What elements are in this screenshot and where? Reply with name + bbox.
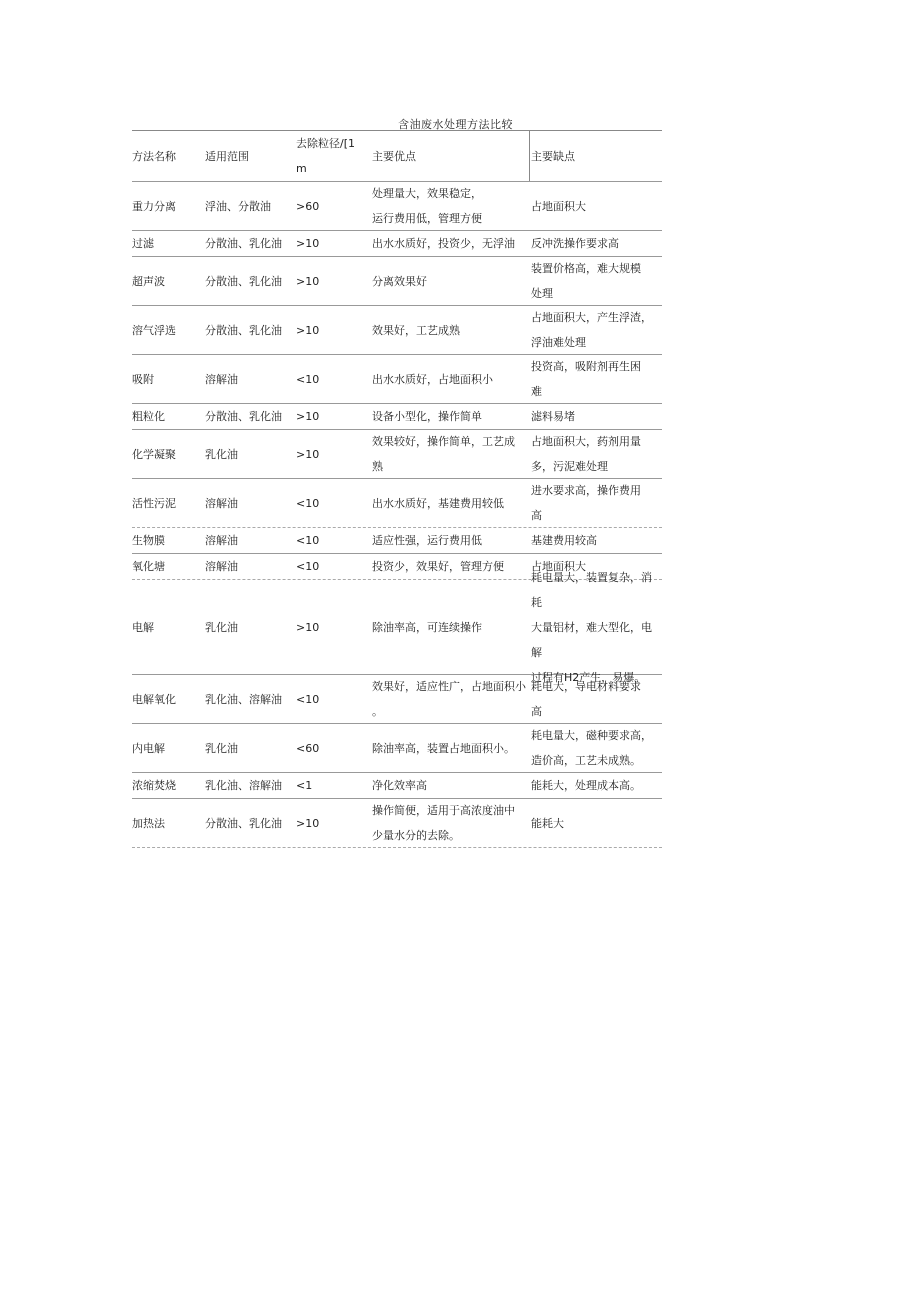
cell-advantages: 净化效率高 <box>372 779 427 792</box>
cell-line: 处理 <box>531 287 553 300</box>
cell-method: 重力分离 <box>132 199 176 213</box>
cell-line: 造价高，工艺未成熟。 <box>531 754 641 767</box>
cell-scope: 溶解油 <box>205 534 238 547</box>
cell-method: 粗粒化 <box>132 410 165 423</box>
cell-line: 运行费用低，管理方便 <box>372 212 482 225</box>
table-row <box>132 570 662 684</box>
cell-disadvantages <box>531 675 662 723</box>
table-row <box>132 355 662 404</box>
table-row <box>132 430 662 479</box>
header-method: 方法名称 <box>132 149 176 163</box>
cell-particle-size: >10 <box>296 816 320 830</box>
cell-line: 占地面积大，产生浮渣， <box>531 311 652 324</box>
table-row <box>132 404 662 430</box>
cell-advantages <box>372 430 527 478</box>
cell-particle-size: >10 <box>296 410 320 423</box>
cell-scope: 乳化油 <box>205 620 238 634</box>
cell-scope: 分散油、乳化油 <box>205 816 282 830</box>
table-row <box>132 675 662 724</box>
header-row <box>132 131 662 182</box>
cell-disadvantages <box>531 570 662 684</box>
cell-particle-size: <10 <box>296 372 320 386</box>
cell-disadvantages <box>531 724 662 772</box>
cell-scope: 分散油、乳化油 <box>205 323 282 337</box>
cell-line: 难 <box>531 385 542 398</box>
cell-particle-size: >10 <box>296 237 320 250</box>
cell-method: 溶气浮选 <box>132 323 176 337</box>
cell-line: 耗电量大，装置复杂，消耗 <box>531 570 652 609</box>
cell-particle-size: >10 <box>296 620 320 634</box>
cell-line: 效果好，适应性广，占地面积小 <box>372 680 526 693</box>
cell-disadvantages <box>531 430 662 478</box>
cell-advantages: 适应性强，运行费用低 <box>372 534 482 547</box>
cell-scope: 溶解油 <box>205 496 238 510</box>
cell-line: 浮油难处理 <box>531 336 586 349</box>
cell-advantages: 除油率高，可连续操作 <box>372 620 482 634</box>
cell-advantages: 效果好，工艺成熟 <box>372 323 460 337</box>
cell-line: 高 <box>531 509 542 522</box>
cell-advantages: 出水水质好，投资少，无浮油 <box>372 237 515 250</box>
cell-line: 熟 <box>372 460 383 473</box>
cell-particle-size: <10 <box>296 496 320 510</box>
cell-line: 少量水分的去除。 <box>372 829 460 842</box>
table-row <box>132 799 662 848</box>
cell-disadvantages: 能耗大 <box>531 816 564 830</box>
cell-disadvantages <box>531 257 662 305</box>
cell-method: 氧化塘 <box>132 560 165 573</box>
cell-disadvantages: 占地面积大 <box>531 560 586 573</box>
cell-line: 投资高，吸附剂再生困 <box>531 360 641 373</box>
table-row <box>132 479 662 528</box>
cell-particle-size: <60 <box>296 741 320 755</box>
cell-line: 。 <box>372 705 383 718</box>
table-row <box>132 182 662 231</box>
cell-line: 耗电大，导电材料要求 <box>531 680 641 693</box>
cell-method: 加热法 <box>132 816 165 830</box>
cell-scope: 浮油、分散油 <box>205 199 271 213</box>
cell-method: 电解氧化 <box>132 692 176 706</box>
header-disadvantages: 主要缺点 <box>531 149 575 163</box>
cell-line: 装置价格高，难大规模 <box>531 262 641 275</box>
cell-particle-size: <10 <box>296 692 320 706</box>
cell-line: 耗电量大，磁种要求高， <box>531 729 652 742</box>
header-scope: 适用范围 <box>205 149 249 163</box>
cell-advantages: 出水水质好，占地面积小 <box>372 372 493 386</box>
header-divider <box>529 131 530 181</box>
cell-line: 多，污泥难处理 <box>531 460 608 473</box>
cell-scope: 溶解油 <box>205 560 238 573</box>
header-advantages: 主要优点 <box>372 149 416 163</box>
cell-disadvantages: 基建费用较高 <box>531 534 597 547</box>
table-row <box>132 528 662 554</box>
comparison-table <box>132 130 662 848</box>
cell-advantages: 投资少，效果好，管理方便 <box>372 560 504 573</box>
cell-method: 吸附 <box>132 372 154 386</box>
cell-scope: 分散油、乳化油 <box>205 237 282 250</box>
cell-particle-size: >60 <box>296 199 320 213</box>
header-particle-size <box>296 131 368 181</box>
cell-advantages <box>372 799 527 847</box>
cell-particle-size: <10 <box>296 534 320 547</box>
cell-scope: 乳化油、溶解油 <box>205 692 282 706</box>
cell-method: 内电解 <box>132 741 165 755</box>
table-title: 含油废水处理方法比较 <box>398 118 513 131</box>
cell-method: 过滤 <box>132 237 154 250</box>
cell-disadvantages <box>531 306 662 354</box>
cell-particle-size: >10 <box>296 323 320 337</box>
cell-scope: 分散油、乳化油 <box>205 274 282 288</box>
cell-disadvantages: 反冲洗操作要求高 <box>531 237 619 250</box>
cell-advantages: 出水水质好，基建费用较低 <box>372 496 504 510</box>
cell-line: 进水要求高，操作费用 <box>531 484 641 497</box>
cell-scope: 溶解油 <box>205 372 238 386</box>
cell-particle-size: >10 <box>296 447 320 461</box>
cell-particle-size: <10 <box>296 560 320 573</box>
table-row <box>132 773 662 799</box>
cell-advantages: 分离效果好 <box>372 274 427 288</box>
cell-advantages <box>372 182 527 230</box>
cell-method: 浓缩焚烧 <box>132 779 176 792</box>
cell-line: 高 <box>531 705 542 718</box>
cell-advantages: 除油率高，装置占地面积小。 <box>372 741 515 755</box>
table-row <box>132 231 662 257</box>
cell-disadvantages <box>531 479 662 527</box>
cell-method: 超声波 <box>132 274 165 288</box>
cell-scope: 乳化油 <box>205 447 238 461</box>
table-row <box>132 306 662 355</box>
cell-advantages <box>372 675 527 723</box>
cell-particle-size: >10 <box>296 274 320 288</box>
cell-line: 操作简便，适用于高浓度油中 <box>372 804 515 817</box>
cell-disadvantages <box>531 355 662 403</box>
cell-method: 化学凝聚 <box>132 447 176 461</box>
cell-method: 活性污泥 <box>132 496 176 510</box>
cell-line: 处理量大，效果稳定， <box>372 187 482 200</box>
cell-advantages: 设备小型化，操作简单 <box>372 410 482 423</box>
table-row <box>132 724 662 773</box>
cell-scope: 分散油、乳化油 <box>205 410 282 423</box>
table-row <box>132 257 662 306</box>
cell-disadvantages: 滤料易堵 <box>531 410 575 423</box>
header-particle-size-line2: m <box>296 162 307 175</box>
cell-method: 生物膜 <box>132 534 165 547</box>
cell-line: 过程有H2产生，易爆。 <box>531 670 646 684</box>
cell-scope: 乳化油、溶解油 <box>205 779 282 792</box>
cell-disadvantages: 能耗大，处理成本高。 <box>531 779 641 792</box>
cell-scope: 乳化油 <box>205 741 238 755</box>
header-particle-size-line1: 去除粒径/[1 <box>296 137 355 150</box>
cell-method: 电解 <box>132 620 154 634</box>
cell-line: 效果较好，操作简单，工艺成 <box>372 435 515 448</box>
cell-line: 大量铝材，难大型化，电解 <box>531 620 652 659</box>
cell-line: 占地面积大，药剂用量 <box>531 435 641 448</box>
cell-disadvantages: 占地面积大 <box>531 199 586 213</box>
cell-particle-size: <1 <box>296 779 313 792</box>
